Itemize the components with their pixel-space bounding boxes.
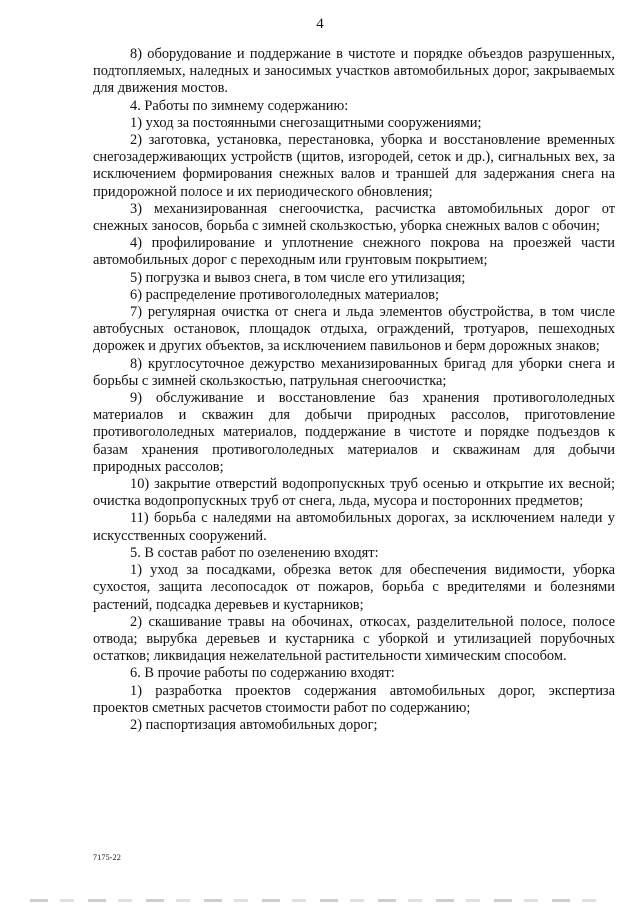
paragraph: 3) механизированная снегоочистка, расчистка автомобильных дорог от снежных заносов, борьба с зимней скользкостью, уборка снежных валов с обочин; xyxy=(93,200,615,235)
section-heading: 5. В состав работ по озеленению входят: xyxy=(130,544,379,561)
paragraph: 1) уход за постоянными снегозащитными сооружениями; xyxy=(130,114,482,131)
paragraph: 11) борьба с наледями на автомобильных дорогах, за исключением наледи у искусственных сооружений. xyxy=(93,510,615,544)
paragraph: 2) скашивание травы на обочинах, откосах, разделительной полосе, полосе отвода; вырубка деревьев и кустарника с уборкой и утилизацией порубочных остатков; ликвидация нежелательной растительности химическим способом. xyxy=(93,613,615,665)
section-heading: 4. Работы по зимнему содержанию: xyxy=(130,97,349,114)
paragraph: 10) закрытие отверстий водопропускных труб осенью и открытие их весной; очистка водопропускных труб от снега, льда, мусора и посторонних предметов; xyxy=(93,476,615,510)
paragraph: 2) паспортизация автомобильных дорог; xyxy=(130,716,378,733)
paragraph: 8) круглосуточное дежурство механизированных бригад для уборки снега и борьбы с зимней скользкостью, патрульная снегоочистка; xyxy=(93,355,615,389)
paragraph: 8) оборудование и поддержание в чистоте и порядке объездов разрушенных, подтопляемых, наледных и заносимых участков автомобильных дорог, закрываемых для движения мостов. xyxy=(93,46,615,97)
paragraph: 1) разработка проектов содержания автомобильных дорог, экспертиза проектов сметных расчетов стоимости работ по содержанию; xyxy=(93,682,615,716)
paragraph: 9) обслуживание и восстановление баз хранения противогололедных материалов и скважин для добычи природных рассолов, приготовление противогололедных материалов, поддержание в чистоте и порядке подъездов к базам хранения противогололедных материалов и скважинам для добычи природных рассолов; xyxy=(93,390,615,475)
section-heading: 6. В прочие работы по содержанию входят: xyxy=(130,665,395,682)
paragraph: 7) регулярная очистка от снега и льда элементов обустройства, в том числе автобусных остановок, площадок отдыха, ограждений, тротуаров, пешеходных дорожек и других объектов, за исключением павильонов и берм дорожных знаков; xyxy=(93,304,615,355)
page-number: 4 xyxy=(316,16,324,32)
scan-edge-artifact xyxy=(30,899,610,902)
document-code: 7175-22 xyxy=(93,853,122,862)
paragraph: 6) распределение противогололедных материалов; xyxy=(130,286,439,303)
paragraph: 1) уход за посадками, обрезка веток для обеспечения видимости, уборка сухостоя, защита лесопосадок от пожаров, борьба с вредителями и болезнями растений, подсадка деревьев и кустарников; xyxy=(93,562,615,613)
paragraph: 4) профилирование и уплотнение снежного покрова на проезжей части автомобильных дорог с переходным или грунтовым покрытием; xyxy=(93,235,615,269)
paragraph: 5) погрузка и вывоз снега, в том числе его утилизация; xyxy=(130,269,466,286)
paragraph: 2) заготовка, установка, перестановка, уборка и восстановление временных снегозадерживающих устройств (щитов, изгородей, сеток и др.), сигнальных вех, за исключением формирования снежных валов и траншей для задержания снега на придорожной полосе и их периодического обновления; xyxy=(93,132,615,200)
document-body xyxy=(93,46,615,734)
